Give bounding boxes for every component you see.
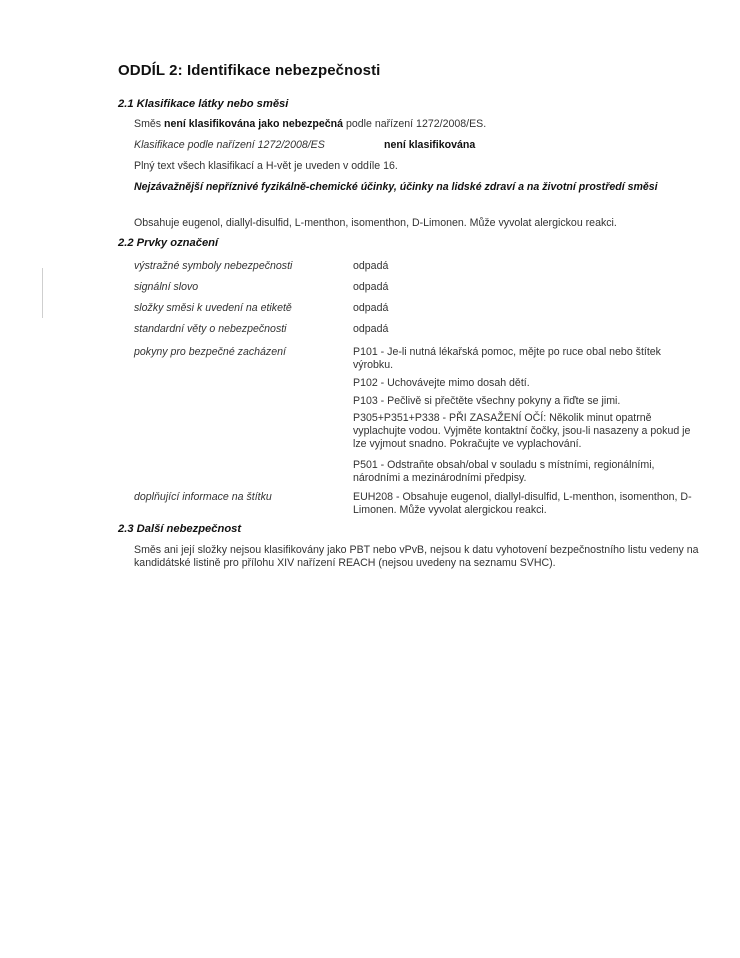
label-hazard-statements: standardní věty o nebezpečnosti	[134, 323, 287, 335]
classification-value: není klasifikována	[384, 139, 476, 151]
subsection-heading-2-2: 2.2 Prvky označení	[118, 237, 219, 249]
statement-p101: P101 - Je-li nutná lékařská pomoc, mějte po ruce obal nebo štítek výrobku.	[353, 346, 661, 371]
subsection-heading-2-3: 2.3 Další nebezpečnost	[118, 523, 242, 535]
value-label-components: odpadá	[353, 302, 389, 314]
label-precautionary-statements: pokyny pro bezpečné zacházení	[134, 346, 286, 358]
effects-text: Obsahuje eugenol, diallyl-disulfid, L-menthon, isomenthon, D-Limonen. Může vyvolat alergickou reakci.	[134, 217, 617, 229]
classification-statement	[134, 118, 486, 131]
label-signal-word: signální slovo	[134, 281, 199, 293]
statement-p305: P305+P351+P338 - PŘI ZASAŽENÍ OČÍ: Několik minut opatrně vyplachujte vodou. Vyjměte kontaktní čočky, jsou-li nasazeny a pokud je lze vyjmout snadno. Pokračujte ve vyplachování.	[353, 412, 691, 450]
classification-label: Klasifikace podle nařízení 1272/2008/ES	[134, 139, 325, 151]
label-hazard-symbols: výstražné symboly nebezpečnosti	[134, 260, 293, 272]
label-label-components: složky směsi k uvedení na etiketě	[134, 302, 292, 314]
section-title: ODDÍL 2: Identifikace nebezpečnosti	[118, 62, 381, 79]
classification-statement-post: podle nařízení 1272/2008/ES.	[343, 118, 487, 130]
margin-mark	[42, 268, 43, 318]
statement-p501: P501 - Odstraňte obsah/obal v souladu s místními, regionálními, národními a mezinárodními předpisy.	[353, 459, 655, 484]
value-hazard-symbols: odpadá	[353, 260, 389, 272]
classification-statement-pre: Směs	[134, 118, 165, 130]
other-hazards-text: Směs ani její složky nejsou klasifikovány jako PBT nebo vPvB, nejsou k datu vyhotovení bezpečnostního listu vedeny na kandidátské listině pro přílohu XIV nařízení REACH (nejsou uvedeny na seznamu SVHC).	[134, 544, 699, 569]
value-supplementary-info: EUH208 - Obsahuje eugenol, diallyl-disulfid, L-menthon, isomenthon, D-Limonen. Může vyvolat alergickou reakci.	[353, 491, 692, 516]
effects-heading: Nejzávažnější nepříznivé fyzikálně-chemické účinky, účinky na lidské zdraví a na životní prostředí směsi	[134, 181, 658, 193]
statement-p102: P102 - Uchovávejte mimo dosah dětí.	[353, 377, 530, 389]
statement-p103: P103 - Pečlivě si přečtěte všechny pokyny a řiďte se jimi.	[353, 395, 621, 407]
fulltext-note: Plný text všech klasifikací a H-vět je uveden v oddíle 16.	[134, 160, 398, 172]
value-signal-word: odpadá	[353, 281, 389, 293]
subsection-heading-2-1: 2.1 Klasifikace látky nebo směsi	[118, 98, 289, 110]
classification-statement-bold: není klasifikována jako nebezpečná	[164, 118, 344, 130]
value-hazard-statements: odpadá	[353, 323, 389, 335]
label-supplementary-info: doplňující informace na štítku	[134, 491, 272, 503]
